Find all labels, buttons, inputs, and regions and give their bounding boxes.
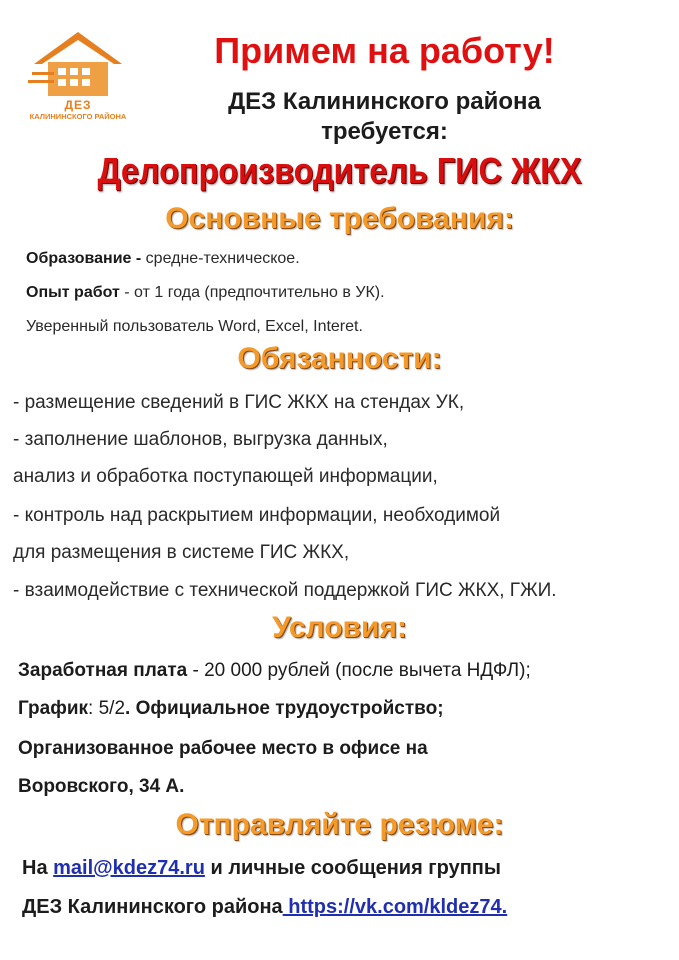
required-label: требуется: xyxy=(321,118,448,145)
position-title: Делопроизводитель ГИС ЖКХ xyxy=(97,150,582,191)
education-value: средне-техническое. xyxy=(141,250,300,267)
contact-email-line xyxy=(22,857,501,880)
requirements-heading: Основные требования: xyxy=(165,202,514,235)
salary-line xyxy=(18,660,531,682)
conditions-heading: Условия: xyxy=(272,611,407,644)
salary-value: - 20 000 рублей (после вычета НДФЛ); xyxy=(187,660,531,681)
contact-suffix: и личные сообщения группы xyxy=(204,857,501,879)
vk-link[interactable]: https://vk.com/kldez74. xyxy=(282,896,508,918)
education-label: Образование - xyxy=(26,250,142,267)
workplace-address: Воровского, 34 А. xyxy=(18,776,185,797)
send-resume-heading: Отправляйте резюме: xyxy=(175,808,504,841)
duty-line: - контроль над раскрытием информации, необходимой xyxy=(13,505,501,526)
duty-line: - заполнение шаблонов, выгрузка данных, xyxy=(13,429,388,450)
skills-line: Уверенный пользователь Word, Excel, Interet. xyxy=(26,318,363,335)
duty-line: анализ и обработка поступающей информации, xyxy=(13,466,438,487)
page-title: Примем на работу! xyxy=(214,30,555,71)
duties-heading: Обязанности: xyxy=(237,342,442,375)
schedule-value: : 5/2 xyxy=(88,698,126,719)
logo-subtext: КАЛИНИНСКОГО РАЙОНА xyxy=(29,112,127,121)
experience-line xyxy=(26,284,385,302)
workplace-text: Организованное рабочее место в офисе на xyxy=(18,738,428,759)
contact-prefix: На xyxy=(22,857,54,879)
contact-vk-line xyxy=(22,896,507,919)
experience-label: Опыт работ xyxy=(26,284,120,301)
logo-text: ДЕЗ xyxy=(64,98,92,112)
schedule-label: График xyxy=(18,698,89,719)
email-link[interactable]: mail@kdez74.ru xyxy=(53,857,205,879)
duty-line: - взаимодействие с технической поддержкой ГИС ЖКХ, ГЖИ. xyxy=(13,580,557,601)
salary-label: Заработная плата xyxy=(18,660,188,681)
organization-name: ДЕЗ Калининского района xyxy=(228,88,541,115)
employment-text: . Официальное трудоустройство; xyxy=(125,698,444,719)
schedule-line xyxy=(18,698,444,720)
workplace-line xyxy=(18,738,428,760)
duty-line: - размещение сведений в ГИС ЖКХ на стендах УК, xyxy=(13,392,465,413)
group-name: ДЕЗ Калининского района xyxy=(22,896,283,918)
workplace-address-line xyxy=(18,776,184,798)
duty-line: для размещения в системе ГИС ЖКХ, xyxy=(13,542,350,563)
experience-value: - от 1 года (предпочтительно в УК). xyxy=(119,284,385,301)
education-line xyxy=(26,250,300,268)
